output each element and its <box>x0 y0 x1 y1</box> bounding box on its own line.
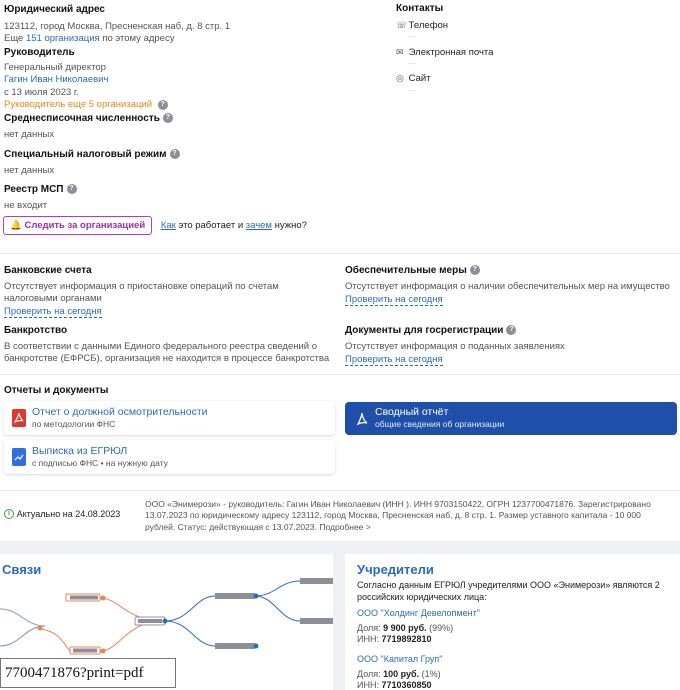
help-icon[interactable]: ? <box>163 113 173 123</box>
security-section <box>345 264 675 306</box>
egrul-sub: с подписью ФНС • на нужную дату <box>32 458 168 468</box>
site-label: Сайт <box>408 73 431 85</box>
security-text: Отсутствует информация о наличии обеспечительных мер на имущество <box>345 281 670 293</box>
email-label: Электронная почта <box>408 46 494 58</box>
egrul-title: Выписка из ЕГРЮЛ <box>32 445 128 457</box>
follow-mid-text: это работает и <box>178 220 244 231</box>
bell-icon: 🔔 <box>10 220 22 231</box>
phone-icon: ☏ <box>396 20 408 30</box>
links-title: Связи <box>2 562 42 577</box>
phone-label: Телефон <box>408 20 449 31</box>
legal-address-value: 123112, город Москва, Пресненская наб, д. 8 стр. 1 <box>4 21 231 32</box>
bank-accounts-text: Отсутствует информация о приостановке операций по счетам налоговыми органами <box>4 281 279 305</box>
director-name-link[interactable]: Гагин Иван Николаевич <box>4 74 109 86</box>
director-section <box>4 46 304 111</box>
pdf-icon <box>12 409 26 427</box>
bankruptcy-section <box>4 324 334 366</box>
follow-row <box>3 220 323 232</box>
phone-value: — <box>408 32 416 42</box>
actual-date <box>4 509 120 521</box>
actual-date-label: Актуально на 24.08.2023 <box>16 509 121 519</box>
security-check-link[interactable]: Проверить на сегодня <box>345 293 443 305</box>
inn-value: 7710360850 <box>381 680 432 690</box>
egrul-card[interactable] <box>4 440 335 474</box>
founder-item <box>357 608 675 646</box>
director-title: Руководитель <box>4 47 75 58</box>
inn-value: 7719892810 <box>381 634 432 645</box>
tax-regime-value: нет данных <box>4 165 55 177</box>
follow-button-label: Следить за организацией <box>24 220 146 231</box>
same-address-link[interactable]: 151 организация <box>25 33 100 45</box>
inn-label: ИНН: <box>357 680 379 690</box>
due-diligence-title: Отчет о должной осмотрительности <box>32 406 208 418</box>
headcount-value: нет данных <box>4 129 55 141</box>
actual-summary-text: ООО «Энимерози» - руководитель: Гагин Иван Николаевич (ИНН ). ИНН 9703150422, ОГРН 1237700471876. Зарегистрировано 13.07.2023 по юридическому адресу 123112, город Москва, Пресненская наб, д. 8 стр. 1. Размер уставного капитала - 10 000 рублей. Статус: действующая с 13.07.2023. <box>145 499 651 532</box>
headcount-section <box>4 112 304 142</box>
msp-section <box>4 183 304 213</box>
share-value: 100 руб. <box>383 668 420 679</box>
email-value: — <box>408 59 416 69</box>
msp-value: не входит <box>4 200 48 212</box>
docs-registration-section <box>345 324 675 366</box>
divider <box>0 374 680 375</box>
bankruptcy-title: Банкротство <box>4 325 68 336</box>
tax-regime-section <box>4 148 304 178</box>
document-icon <box>12 448 26 466</box>
why-link[interactable]: зачем <box>245 220 272 231</box>
also-suffix: по этому адресу <box>102 33 175 45</box>
inn-label: ИНН: <box>357 634 379 645</box>
docs-registration-title: Документы для госрегистрации <box>345 325 504 336</box>
founders-panel <box>345 554 680 690</box>
share-label: Доля: <box>357 622 381 633</box>
share-label: Доля: <box>357 668 381 679</box>
globe-icon: ◎ <box>396 73 404 84</box>
info-icon: i <box>4 509 14 519</box>
site-value: — <box>408 85 416 95</box>
actual-summary <box>145 499 670 533</box>
follow-tail-text: нужно? <box>274 220 307 231</box>
help-icon[interactable]: ? <box>67 184 77 194</box>
summary-report-card[interactable] <box>345 402 677 435</box>
founder-name-link[interactable]: ООО "Холдинг Девелопмент" <box>357 608 480 618</box>
help-icon[interactable]: ? <box>170 149 180 159</box>
contacts-title: Контакты <box>396 3 444 14</box>
bank-accounts-section <box>4 264 334 318</box>
contacts-section <box>396 2 596 96</box>
help-icon[interactable]: ? <box>506 325 516 335</box>
bank-accounts-title: Банковские счета <box>4 265 92 276</box>
docs-registration-check-link[interactable]: Проверить на сегодня <box>345 353 443 365</box>
director-position: Генеральный директор <box>4 62 106 73</box>
bank-accounts-check-link[interactable]: Проверить на сегодня <box>4 305 102 317</box>
director-more-link[interactable]: Руководитель еще 5 организаций <box>4 99 153 111</box>
pdf-icon <box>354 409 368 427</box>
legal-address-section <box>4 3 304 46</box>
divider <box>0 490 680 491</box>
help-icon[interactable]: ? <box>470 265 480 275</box>
how-link[interactable]: Как <box>160 220 176 231</box>
follow-button[interactable] <box>3 216 152 235</box>
share-value: 9 900 руб. <box>383 622 427 633</box>
share-pct: (1%) <box>421 668 441 679</box>
due-diligence-sub: по методологии ФНС <box>32 419 116 429</box>
security-title: Обеспечительные меры <box>345 265 467 276</box>
divider <box>0 253 680 254</box>
bankruptcy-text: В соответствии с данными Единого федерального реестра сведений о банкротстве (ЕФРСБ), организация не находится в процессе банкротства <box>4 341 330 365</box>
director-since: с 13 июля 2023 г. <box>4 86 79 98</box>
founder-name-link[interactable]: ООО "Капитал Груп" <box>357 654 443 664</box>
founders-intro: Согласно данным ЕГРЮЛ учредителями ООО «Энимерози» являются 2 российских юридических лица: <box>357 580 660 602</box>
headcount-title: Среднесписочная численность <box>4 113 160 124</box>
founder-item <box>357 654 675 690</box>
help-icon[interactable]: ? <box>158 100 168 110</box>
msp-title: Реестр МСП <box>4 184 64 195</box>
summary-report-title: Сводный отчёт <box>375 406 449 418</box>
actual-more-link[interactable]: Подробнее > <box>319 521 371 532</box>
email-icon: ✉ <box>396 46 404 57</box>
legal-address-title: Юридический адрес <box>4 4 105 15</box>
summary-report-sub: общие сведения об организации <box>375 419 505 429</box>
share-pct: (99%) <box>429 622 454 633</box>
also-prefix: Еще <box>4 33 24 45</box>
due-diligence-card[interactable] <box>4 401 335 435</box>
reports-title: Отчеты и документы <box>4 385 109 396</box>
tax-regime-title: Специальный налоговый режим <box>4 149 167 160</box>
url-status-tooltip: 7700471876?print=pdf <box>0 658 176 688</box>
docs-registration-text: Отсутствует информация о поданных заявлениях <box>345 341 565 353</box>
founders-title: Учредители <box>357 562 434 577</box>
